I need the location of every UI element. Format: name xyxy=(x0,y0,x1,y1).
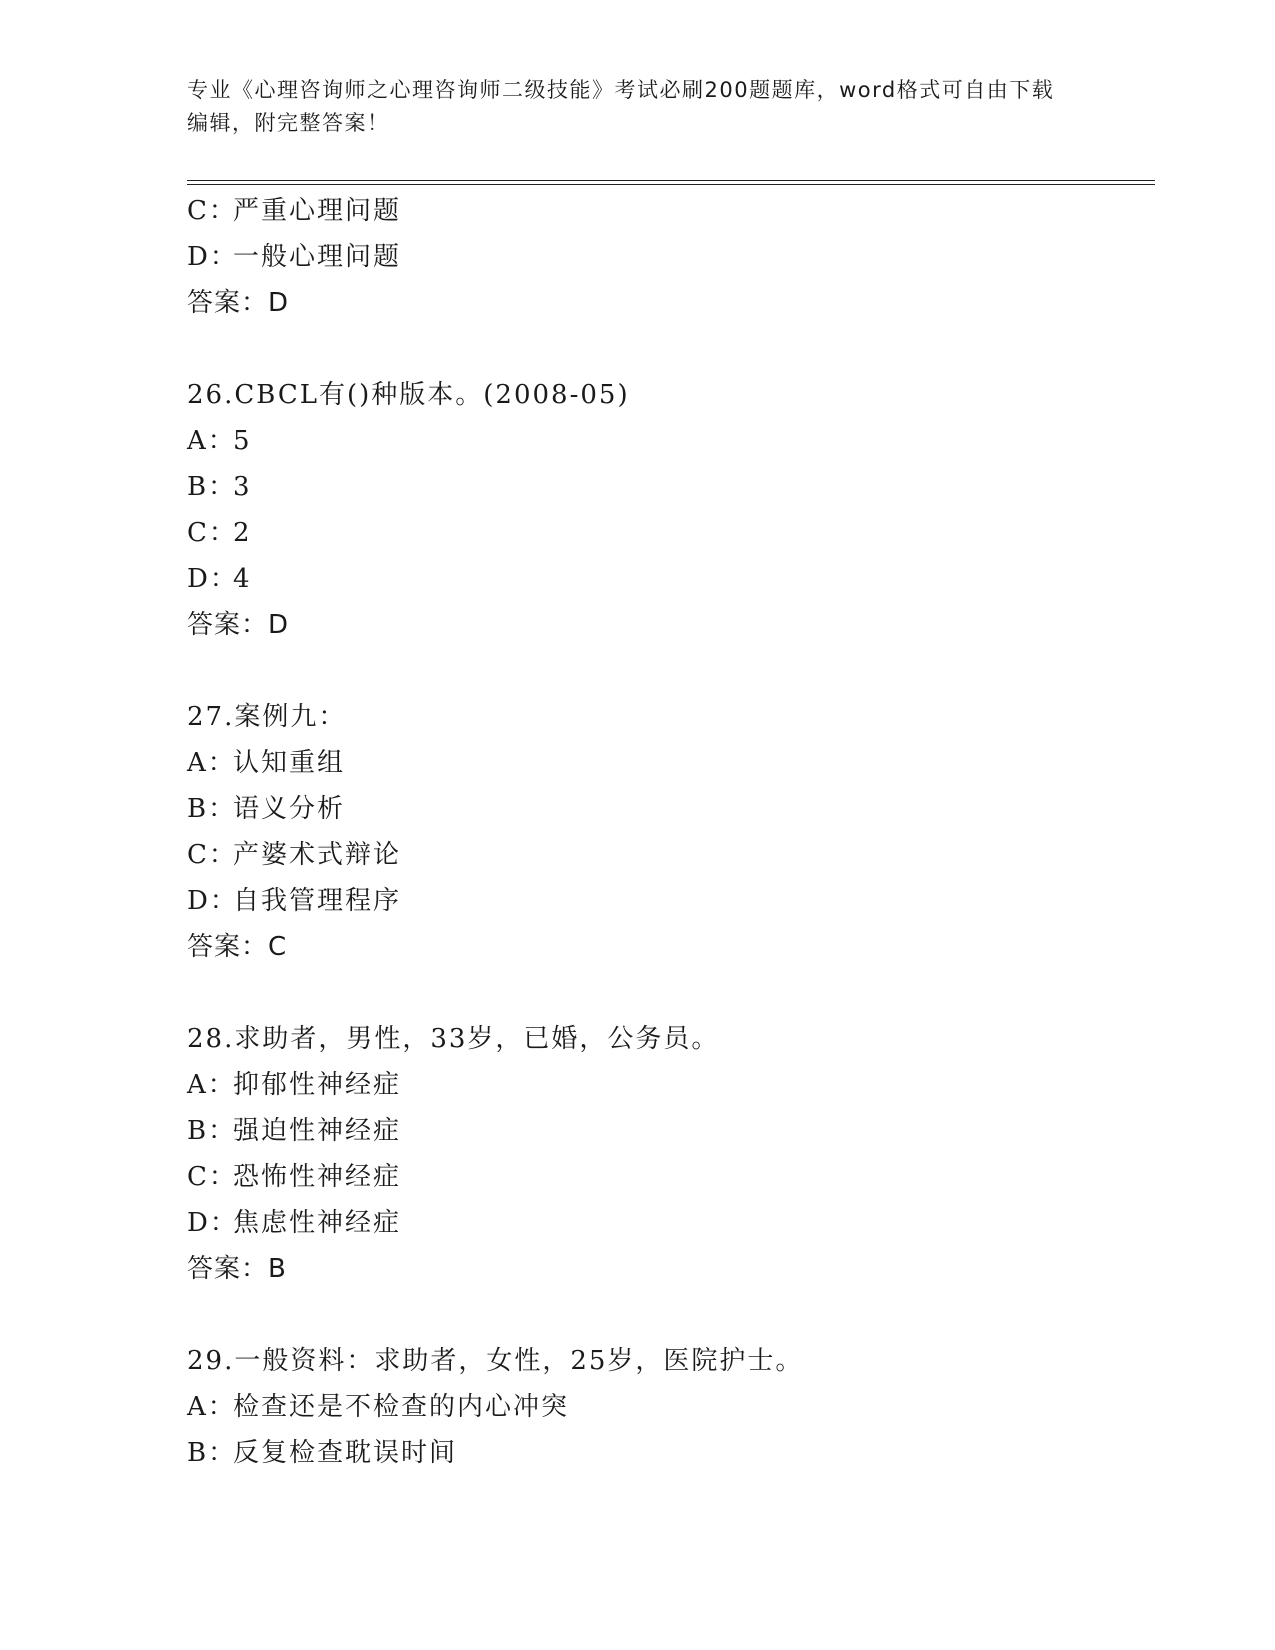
option-text: 焦虑性神经症 xyxy=(233,1208,402,1238)
spacer xyxy=(187,648,1155,694)
spacer xyxy=(187,326,1155,372)
option-a xyxy=(187,1062,1155,1108)
option-key: A： xyxy=(187,1070,236,1100)
option-key: C： xyxy=(187,196,237,226)
header-rule xyxy=(187,180,1155,181)
option-text: 一般心理问题 xyxy=(233,242,402,272)
option-text: 严重心理问题 xyxy=(233,196,402,226)
option-d xyxy=(187,556,1155,602)
option-text: 检查还是不检查的内心冲突 xyxy=(233,1392,570,1422)
option-key: D： xyxy=(187,886,238,916)
option-text: 恐怖性神经症 xyxy=(233,1162,402,1192)
option-b xyxy=(187,464,1155,510)
option-d xyxy=(187,1200,1155,1246)
option-key: A： xyxy=(187,426,236,456)
option-b xyxy=(187,1108,1155,1154)
option-b xyxy=(187,1430,1155,1476)
answer-line: 答案：B xyxy=(187,1254,287,1284)
option-key: D： xyxy=(187,1208,238,1238)
option-key: D： xyxy=(187,242,238,272)
option-b xyxy=(187,786,1155,832)
question-stem: 27.案例九： xyxy=(187,702,347,732)
option-text: 3 xyxy=(233,472,252,502)
option-key: C： xyxy=(187,840,237,870)
option-key: B： xyxy=(187,1116,237,1146)
option-text: 产婆术式辩论 xyxy=(233,840,402,870)
option-d xyxy=(187,234,1155,280)
option-text: 语义分析 xyxy=(233,794,346,824)
option-c xyxy=(187,188,1155,234)
option-text: 抑郁性神经症 xyxy=(233,1070,402,1100)
option-c xyxy=(187,832,1155,878)
option-text: 5 xyxy=(233,426,252,456)
option-text: 强迫性神经症 xyxy=(233,1116,402,1146)
question-stem: 29.一般资料：求助者，女性，25岁，医院护士。 xyxy=(187,1346,804,1376)
spacer xyxy=(187,970,1155,1016)
option-key: C： xyxy=(187,1162,237,1192)
option-key: B： xyxy=(187,472,237,502)
option-text: 自我管理程序 xyxy=(233,886,402,916)
option-key: B： xyxy=(187,1438,237,1468)
option-text: 认知重组 xyxy=(233,748,346,778)
option-text: 反复检查耽误时间 xyxy=(233,1438,458,1468)
answer-line: 答案：C xyxy=(187,932,288,962)
option-key: A： xyxy=(187,1392,236,1422)
option-key: D： xyxy=(187,564,238,594)
option-text: 2 xyxy=(233,518,252,548)
question-list xyxy=(187,188,1155,1476)
option-a xyxy=(187,1384,1155,1430)
question-stem: 28.求助者，男性，33岁，已婚，公务员。 xyxy=(187,1024,720,1054)
option-d xyxy=(187,878,1155,924)
page-header: 专业《心理咨询师之心理咨询师二级技能》考试必刷200题题库，word格式可自由下载编辑，附完整答案！ xyxy=(187,78,1055,135)
answer-line: 答案：D xyxy=(187,288,290,318)
option-c xyxy=(187,510,1155,556)
answer-line: 答案：D xyxy=(187,610,290,640)
option-text: 4 xyxy=(233,564,252,594)
option-a xyxy=(187,418,1155,464)
option-key: B： xyxy=(187,794,237,824)
option-a xyxy=(187,740,1155,786)
header-rule-inner xyxy=(187,184,1155,185)
question-stem: 26.CBCL有()种版本。(2008-05) xyxy=(187,380,630,410)
option-key: A： xyxy=(187,748,236,778)
spacer xyxy=(187,1292,1155,1338)
option-key: C： xyxy=(187,518,237,548)
option-c xyxy=(187,1154,1155,1200)
